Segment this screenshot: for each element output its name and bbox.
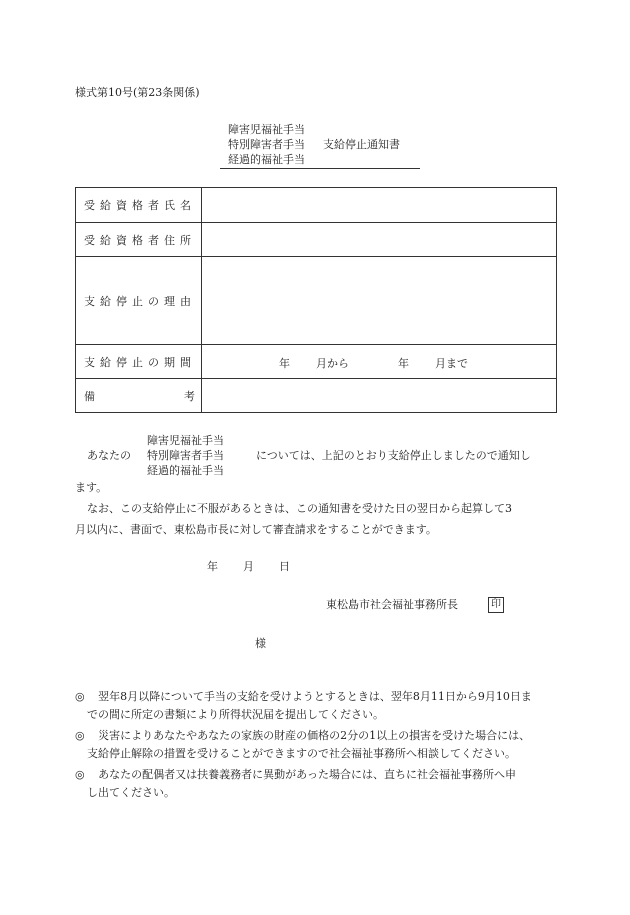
stop-reason-field[interactable]: [202, 257, 557, 345]
date-day: 日: [279, 560, 290, 573]
date-year: 年: [207, 560, 218, 573]
document-title: 支給停止通知書: [323, 138, 400, 151]
notice-prefix: あなたの: [87, 449, 131, 462]
note-text: 災害によりあなたやあなたの家族の財産の価格の2分の1以上の損害を受けた場合には、: [98, 729, 531, 742]
remarks-label-right: 考: [184, 389, 195, 403]
note-mark-icon: ◎: [75, 768, 85, 781]
period-year-from: 年: [279, 357, 290, 370]
recipient-name-field[interactable]: [202, 188, 557, 223]
addressee-suffix: 様: [255, 637, 266, 650]
allowance-type: 障害児福祉手当: [147, 434, 224, 447]
title-underline: [220, 168, 420, 169]
issuer-name: 東松島市社会福祉事務所長: [326, 598, 458, 611]
allowance-type: 特別障害者手当: [228, 138, 305, 151]
remarks-label: [76, 379, 202, 413]
period-year-to: 年: [398, 357, 409, 370]
note-mark-icon: ◎: [75, 690, 85, 703]
remarks-field[interactable]: [202, 379, 557, 413]
appeal-text-line1: なお、この支給停止に不服があるときは、この通知書を受けた日の翌日から起算して3: [87, 502, 512, 515]
row-label: 支給停止の理由: [76, 257, 202, 345]
date-month: 月: [243, 560, 254, 573]
body-allowance-list: [147, 433, 224, 478]
row-label: 受給資格者氏名: [76, 188, 202, 223]
form-number: 様式第10号(第23条関係): [75, 86, 200, 99]
allowance-type: 経過的福祉手当: [147, 464, 224, 477]
notice-text: については、上記のとおり支給停止しましたので通知し: [256, 449, 531, 462]
note-item: [75, 727, 530, 745]
note-text: 翌年8月以降について手当の支給を受けようとするときは、翌年8月11日から9月10日ま: [98, 690, 532, 703]
appeal-text-line2: 月以内に、書面で、東松島市長に対して審査請求をすることができます。: [75, 523, 437, 536]
remarks-label-left: 備: [84, 389, 95, 403]
allowance-type: 特別障害者手当: [147, 449, 224, 462]
notice-tail: ます。: [75, 481, 108, 494]
allowance-type-list: [228, 122, 305, 167]
table-row: [76, 345, 557, 379]
table-row: [76, 223, 557, 257]
note-item: [75, 688, 532, 706]
recipient-address-field[interactable]: [202, 223, 557, 257]
note-text-cont: での間に所定の書類により所得状況届を提出してください。: [87, 708, 384, 721]
note-mark-icon: ◎: [75, 729, 85, 742]
note-text: あなたの配偶者又は扶養義務者に異動があった場合には、直ちに社会福祉事務所へ申: [98, 768, 516, 781]
stop-period-field[interactable]: [202, 345, 557, 379]
allowance-type: 障害児福祉手当: [228, 123, 305, 136]
row-label: 受給資格者住所: [76, 223, 202, 257]
seal-box: 印: [488, 597, 504, 613]
period-month-from: 月から: [316, 357, 349, 370]
table-row: [76, 257, 557, 345]
note-item: [75, 766, 516, 784]
row-label: 支給停止の期間: [76, 345, 202, 379]
table-row: [76, 379, 557, 413]
allowance-type: 経過的福祉手当: [228, 153, 305, 166]
table-row: [76, 188, 557, 223]
period-month-to: 月まで: [435, 357, 468, 370]
note-text-cont: し出てください。: [87, 786, 175, 799]
recipient-table: [75, 187, 557, 413]
note-text-cont: 支給停止解除の措置を受けることができますので社会福祉事務所へ相談してください。: [87, 747, 516, 760]
